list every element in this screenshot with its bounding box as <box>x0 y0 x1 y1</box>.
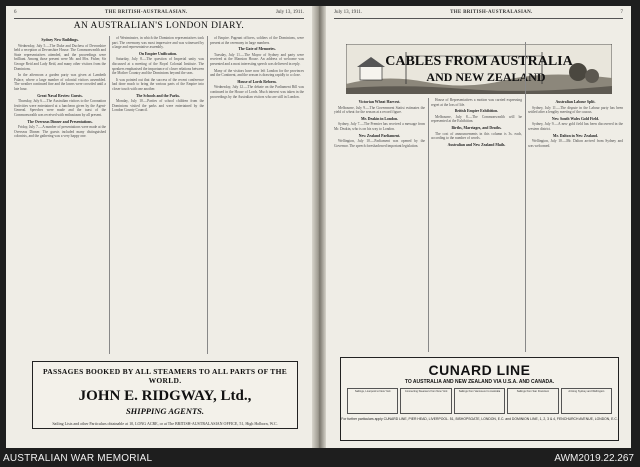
left-column-2 <box>112 36 204 354</box>
left-page-number: 6 <box>14 10 17 15</box>
ad-header: PASSAGES BOOKED BY ALL STEAMERS TO ALL PARTS OF THE WORLD. <box>42 367 288 385</box>
cunard-heading: CUNARD LINE <box>428 362 531 378</box>
section-heading: On Empire Unification. <box>138 51 178 56</box>
archive-name: AUSTRALIAN WAR MEMORIAL <box>3 453 153 464</box>
ad-firm-name: JOHN E. RIDGWAY, Ltd., <box>78 388 252 404</box>
section-heading: British Empire Exhibition. <box>454 109 499 114</box>
column-divider <box>109 36 110 354</box>
article-paragraph: Sydney, July 7.—The Premier has received a message from Mr. Deakin, who is on his way to London. <box>334 122 425 131</box>
article-paragraph: Thursday, July 6.—The Australian visitors to the Coronation festivities were entertained at a luncheon given by the Agent-General. Speeches were made and the toast of the Commonwealth was received with enthusiasm by all present. <box>14 99 106 117</box>
column-divider <box>207 36 208 354</box>
left-running-head <box>14 10 304 15</box>
article-paragraph: Wednesday, July 12.—The debate on the Parliament Bill was continued in the House of Lords. Much interest was taken in the proceedings by the Australian visitors who are still in London. <box>210 85 304 99</box>
section-heading: Sydney New Buildings. <box>41 38 79 42</box>
section-heading: The Schools and the Parks. <box>136 93 180 98</box>
right-journal-title: THE BRITISH-AUSTRALASIAN. <box>450 10 533 15</box>
cables-banner <box>346 44 612 94</box>
section-heading: Victorian Wheat Harvest. <box>358 100 401 104</box>
article-paragraph: Wellington, July 10.—Mr. Dalton arrived from Sydney and was welcomed. <box>528 139 623 148</box>
article-paragraph: In the afternoon a garden party was given at Lambeth Palace, where a large number of colonial visitors assembled. The weather continued fine and the lawns were crowded until a late hour. <box>14 73 106 91</box>
banner-line-2: AND NEW ZEALAND <box>426 70 546 84</box>
section-heading: Mr. Deakin in London. <box>360 116 399 121</box>
right-running-head <box>334 10 623 15</box>
article-paragraph: Saturday, July 8.—The question of Imperial unity was discussed at a meeting of the Royal Colonial Institute. The speakers emphasised the importance of closer relations between the Mother Country and the Dominions beyond the seas. <box>112 57 204 76</box>
section-heading: Great Naval Review Guests. <box>37 93 83 98</box>
article-paragraph: It was pointed out that the success of the recent conference had done much to bring the various parts of the Empire into closer touch with one another. <box>112 77 204 91</box>
cunard-footer: For further particulars apply CUNARD LINE, PIER HEAD, LIVERPOOL. 51, BISHOPSGATE, LONDON, E.C. and DOMINION LINE, 1, 2, 3 & 4, FENCHURCH AVENUE, LONDON, E.C. <box>341 417 618 421</box>
section-heading: House of Lords Reform. <box>237 79 277 84</box>
article-paragraph: Melbourne, July 9.—The Government Statist estimates the yield of wheat for the season at a record figure. <box>334 105 425 115</box>
article-paragraph: Many of the visitors have now left London for the provinces and the Continent, and the season is drawing rapidly to a close. <box>210 68 304 78</box>
ad-subtitle: SHIPPING AGENTS. <box>125 406 205 416</box>
right-date: July 13, 1911. <box>334 10 363 15</box>
article-paragraph: Monday, July 10.—Parties of school children from the Dominions visited the parks and were entertained by the London County Council. <box>112 99 204 113</box>
right-head-rule <box>334 18 623 19</box>
sailing-schedule-cell: Connecting Steamers from New York <box>400 388 451 414</box>
article-paragraph: Melbourne, July 8.—The Commonwealth will be represented at the Exhibition. <box>431 114 522 124</box>
right-column-2 <box>431 98 522 352</box>
article-paragraph: of Westminster, in which the Dominion representatives took part. The ceremony was most impressive and was witnessed by a large and representative assembly. <box>112 36 204 50</box>
sailing-schedule-cell: Sailings, Liverpool to New York <box>347 388 398 414</box>
section-heading: Mr. Dalton in New Zealand. <box>552 133 599 138</box>
column-divider <box>428 98 429 352</box>
article-paragraph: House of Representatives a motion was carried expressing regret at the loss of life. <box>431 98 522 107</box>
left-head-rule <box>14 18 304 19</box>
right-page-number: 7 <box>620 10 623 15</box>
ad-fine-print: Sailing Lists and other Particulars obtainable at 10, LONG ACRE, or at The BRITISH-AUSTRALASIAN OFFICE, 51, High Holborn, W.C. <box>52 421 278 426</box>
banner-line-1: CABLES FROM AUSTRALIA <box>385 54 573 69</box>
section-heading: New Zealand Parliament. <box>358 133 401 138</box>
right-column-1 <box>334 98 425 352</box>
diary-title: AN AUSTRALIAN'S LONDON DIARY. <box>73 21 245 31</box>
sailing-schedule-cell: Sailings from San Francisco <box>507 388 558 414</box>
archive-footer <box>0 451 640 467</box>
section-heading: New South Wales Gold Field. <box>551 116 600 121</box>
left-date: July 13, 1911. <box>275 10 304 15</box>
section-heading: The Overseas Dinner and Presentations. <box>27 119 93 124</box>
article-paragraph: The cost of announcements in this column is 3s. each, according to the number of words. <box>431 131 522 141</box>
cunard-subheading: TO AUSTRALIA AND NEW ZEALAND VIA U.S.A. AND CANADA. <box>404 379 555 385</box>
section-heading: Births, Marriages, and Deaths. <box>451 125 502 130</box>
article-paragraph: Wednesday, July 5.—The Duke and Duchess of Devonshire held a reception at Devonshire House. The Commonwealth and State representatives attended, and the proceedings were brilliant. Among those present were Mr. and Mrs. Fisher, Sir George Reid and Lady Reid, and many other visitors from the Dominions. <box>14 43 106 71</box>
sailing-schedule-cell: Sailings from Vancouver to Australia <box>454 388 505 414</box>
ridgway-advertisement <box>32 361 298 429</box>
section-heading: Australian and New Zealand Mails. <box>447 142 506 147</box>
right-column-3 <box>528 98 623 352</box>
article-paragraph: of Empire. Pageant officers, soldiers of the Dominions, were present at the ceremony in large numbers. <box>210 36 304 45</box>
accession-number: AWM2019.22.267 <box>554 453 634 464</box>
section-heading: The Gate of Memories. <box>238 47 276 52</box>
left-column-3 <box>210 36 304 354</box>
cunard-sailings-table <box>347 388 612 414</box>
cunard-advertisement <box>340 357 619 441</box>
sailing-schedule-cell: Arriving Sydney and Wellington <box>561 388 612 414</box>
right-page <box>326 6 631 448</box>
article-paragraph: Tuesday, July 11.—The Mayor of Sydney and party were received at the Mansion House. An address of welcome was presented and a most interesting speech was delivered in reply. <box>210 52 304 66</box>
article-paragraph: Wellington, July 10.—Parliament was opened by the Governor. The speech foreshadowed important legislation. <box>334 139 425 148</box>
book-spine <box>312 6 326 448</box>
column-divider <box>525 42 526 352</box>
article-paragraph: Sydney, July 9.—A new gold field has been discovered in the western district. <box>528 122 623 131</box>
article-paragraph: Friday, July 7.—A number of presentations were made at the Overseas Dinner. The guests included many distinguished colonists, and the gathering was a very happy one. <box>14 125 106 139</box>
section-heading: Australian Labour Split. <box>555 100 596 104</box>
left-page <box>6 6 312 448</box>
left-column-1 <box>14 36 106 354</box>
left-journal-title: THE BRITISH-AUSTRALASIAN. <box>104 10 188 15</box>
article-paragraph: Sydney, July 11.—The dispute in the Labour party has been settled after a lengthy meeting of the caucus. <box>528 105 623 115</box>
